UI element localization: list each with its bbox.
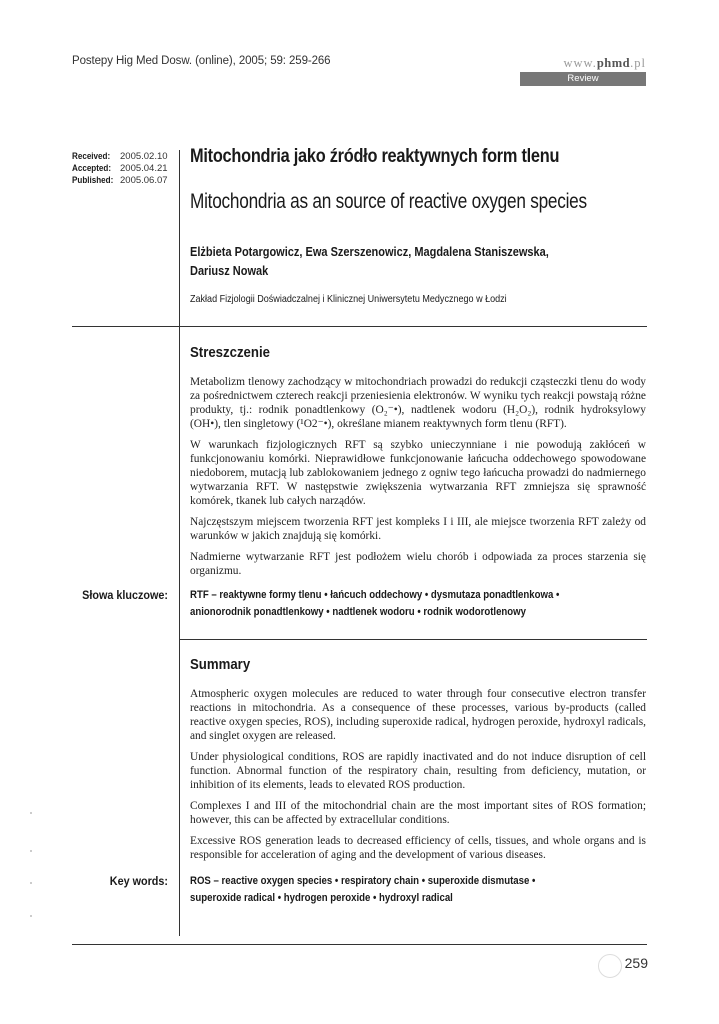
authors bbox=[190, 243, 549, 281]
page-number: 259 bbox=[624, 955, 648, 971]
keywords-en bbox=[190, 873, 594, 907]
summary-paragraph: Excessive ROS generation leads to decreased efficiency of cells, tissues, and whole organs and is responsible for acceleration of aging and the development of various diseases. bbox=[190, 835, 646, 861]
date-row-received bbox=[72, 151, 168, 163]
keywords-pl-line-2: anionorodnik ponadtlenkowy • nadtlenek wodoru • rodnik wodorotlenowy bbox=[190, 606, 527, 618]
authors-line-1: Elżbieta Potargowicz, Ewa Szerszenowicz, Magdalena Staniszewska, bbox=[190, 245, 549, 259]
section-badge: Review bbox=[520, 72, 646, 86]
date-row-accepted bbox=[72, 163, 168, 175]
keywords-en-line-1: ROS – reactive oxygen species • respiratory chain • superoxide dismutase • bbox=[190, 875, 536, 887]
publication-dates bbox=[72, 151, 168, 187]
date-label: Received: bbox=[72, 151, 111, 162]
date-label: Published: bbox=[72, 175, 114, 186]
horizontal-rule-1 bbox=[72, 326, 647, 327]
streszczenie-paragraph: W warunkach fizjologicznych RFT są szybko unieczynniane i nie powodują zakłóceń w funkcjonowaniu komórki. Nieprawidłowe funkcjonowanie łańcucha oddechowego spowodowane niedoborem, mutacją lub zablokowaniem jednego z ogniw tego łańcucha prowadzi do nadmiernego wytwarzania RFT. W następstwie zwiększenia wytwarzania RFT zmniejsza się sprawność komórek, tkanek lub całych narządów. bbox=[190, 439, 646, 507]
keywords-label-en: Key words: bbox=[109, 874, 168, 888]
streszczenie-body bbox=[190, 375, 646, 585]
date-label: Accepted: bbox=[72, 163, 112, 174]
summary-paragraph: Under physiological conditions, ROS are rapidly inactivated and do not induce disruption of cell function. Abnormal function of the respiratory chain, resulting from deficiency, mutation, or inhibition of its elements, leads to elevated ROS production. bbox=[190, 751, 646, 791]
margin-mark bbox=[30, 812, 32, 814]
site-prefix: www. bbox=[563, 56, 597, 70]
streszczenie-paragraph: Najczęstszym miejscem tworzenia RFT jest kompleks I i III, ale miejsce tworzenia RFT zależy od warunków w jakich znajdują się komórki. bbox=[190, 516, 646, 542]
date-value: 2005.04.21 bbox=[120, 163, 168, 174]
keywords-pl bbox=[190, 587, 594, 621]
authors-line-2: Dariusz Nowak bbox=[190, 264, 269, 278]
vertical-rule-bottom bbox=[179, 639, 180, 936]
summary-paragraph: Atmospheric oxygen molecules are reduced to water through four consecutive electron transfer reactions in mitochondria. As a consequence of these processes, various by-products (called reactive oxygen species, ROS), including superoxide radical, hydrogen peroxide, hydroxyl radicals, and singlet oxygen are released. bbox=[190, 688, 646, 742]
horizontal-rule-footer bbox=[72, 944, 647, 945]
streszczenie-heading: Streszczenie bbox=[190, 344, 270, 361]
site-name: phmd bbox=[596, 56, 631, 70]
journal-citation: Postepy Hig Med Dosw. (online), 2005; 59: 259-266 bbox=[72, 55, 331, 67]
title-english: Mitochondria as an source of reactive oxygen species bbox=[190, 190, 587, 213]
margin-mark bbox=[30, 882, 32, 884]
date-value: 2005.06.07 bbox=[120, 175, 168, 186]
vertical-rule-top bbox=[179, 150, 180, 326]
vertical-rule-middle bbox=[179, 326, 180, 639]
streszczenie-paragraph: Nadmierne wytwarzanie RFT jest podłożem wielu chorób i odpowiada za proces starzenia się organizmu. bbox=[190, 551, 646, 577]
summary-body bbox=[190, 687, 646, 869]
horizontal-rule-2 bbox=[179, 639, 647, 640]
keywords-pl-line-1: RTF – reaktywne formy tlenu • łańcuch oddechowy • dysmutaza ponadtlenkowa • bbox=[190, 589, 560, 601]
margin-mark bbox=[30, 850, 32, 852]
journal-website bbox=[520, 56, 646, 71]
date-row-published bbox=[72, 175, 168, 187]
summary-paragraph: Complexes I and III of the mitochondrial chain are the most important sites of ROS formation; however, this can be affected by extracellular conditions. bbox=[190, 800, 646, 826]
site-suffix: .pl bbox=[630, 56, 646, 70]
title-polish: Mitochondria jako źródło reaktywnych form tlenu bbox=[190, 146, 560, 167]
streszczenie-paragraph: Metabolizm tlenowy zachodzący w mitochondriach prowadzi do redukcji cząsteczki tlenu do wody za pośrednictwem czterech reakcji przeniesienia elektronów. W wyniku tych reakcji powstają różne produkty, tj.: rodnik ponadtlenkowy (O₂⁻•), nadtlenek wodoru (H₂O₂), rodnik hydroksylowy (OH•), tlen singletowy (¹O2⁻•), określane mianem reaktywnych form tlenu (RFT). bbox=[190, 376, 646, 430]
keywords-en-line-2: superoxide radical • hydrogen peroxide • hydroxyl radical bbox=[190, 892, 453, 904]
keywords-label-pl: Słowa kluczowe: bbox=[82, 588, 168, 602]
margin-mark bbox=[30, 915, 32, 917]
summary-heading: Summary bbox=[190, 656, 251, 673]
affiliation: Zakład Fizjologii Doświadczalnej i Klinicznej Uniwersytetu Medycznego w Łodzi bbox=[190, 293, 507, 305]
date-value: 2005.02.10 bbox=[120, 151, 168, 162]
